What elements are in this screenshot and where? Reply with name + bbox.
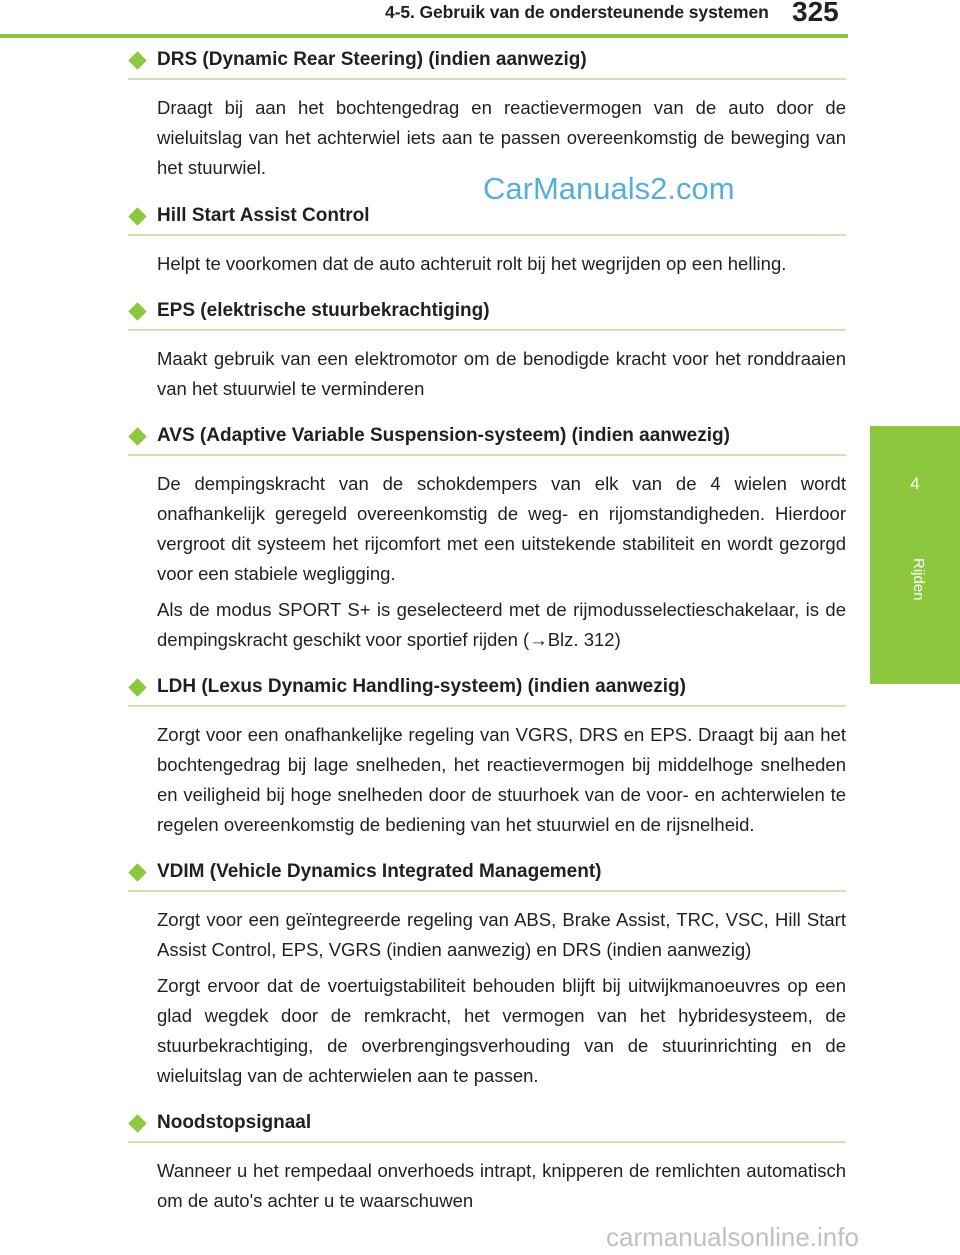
diamond-bullet-icon <box>128 302 146 320</box>
section-avs <box>128 418 846 655</box>
paragraph: De dempingskracht van de schokdempers van elk van de 4 wielen wordt onafhankelijk geregeld overeenkomstig de weg- en rijomstandigheden. Hierdoor vergroot dit systeem het rijcomfort met een uitstekende stabiliteit en wordt gezorgd voor een stabiele wegligging. <box>157 473 846 584</box>
section-eps <box>128 293 846 404</box>
section-drs <box>128 42 846 183</box>
main-content <box>128 42 846 1216</box>
paragraph: Helpt te voorkomen dat de auto achteruit rolt bij het wegrijden op een helling. <box>157 253 787 274</box>
paragraph: Maakt gebruik van een elektromotor om de benodigde kracht voor het ronddraaien van het stuurwiel te verminderen <box>157 348 846 399</box>
diamond-bullet-icon <box>128 207 146 225</box>
section-heading-text: EPS (elektrische stuurbekrachtiging) <box>157 300 490 321</box>
diamond-bullet-icon <box>128 863 146 881</box>
paragraph: Als de modus SPORT S+ is geselecteerd met de rijmodusselectieschakelaar, is de dempingskracht geschikt voor sportief rijden (→Blz. 312) <box>157 599 846 650</box>
diamond-bullet-icon <box>128 427 146 445</box>
section-heading <box>128 42 846 80</box>
section-heading <box>128 1105 846 1143</box>
paragraph: Wanneer u het rempedaal onverhoeds intrapt, knipperen de remlichten automatisch om de auto's achter u te waarschuwen <box>157 1160 846 1211</box>
watermark-top: CarManuals2.com <box>483 171 735 206</box>
header-rule <box>0 34 848 38</box>
paragraph: Zorgt voor een onafhankelijke regeling van VGRS, DRS en EPS. Draagt bij aan het bochtengedrag bij lage snelheden, het reactievermogen bij middelhoge snelheden en veiligheid bij hoge snelheden door de stuurhoek van de voor- en achterwielen te regelen overeenkomstig de bediening van het stuurwiel en de rijsnelheid. <box>157 724 846 835</box>
section-heading-text: Noodstopsignaal <box>157 1112 312 1133</box>
diamond-bullet-icon <box>128 1114 146 1132</box>
section-vdim <box>128 854 846 1091</box>
paragraph: Draagt bij aan het bochtengedrag en reactievermogen van de auto door de wieluitslag van het achterwiel iets aan te passen overeenkomstig de beweging van het stuurwiel. <box>157 97 846 178</box>
header-title: 4-5. Gebruik van de ondersteunende systemen <box>385 2 769 22</box>
diamond-bullet-icon <box>128 678 146 696</box>
section-heading <box>128 854 846 892</box>
watermark-bottom: carmanualsonline.info <box>606 1222 859 1252</box>
section-heading-text: DRS (Dynamic Rear Steering) (indien aanwezig) <box>157 49 587 70</box>
section-heading <box>128 418 846 456</box>
section-hill-start <box>128 198 846 279</box>
page-number: 325 <box>792 0 839 27</box>
chapter-tab <box>870 426 960 684</box>
section-heading <box>128 669 846 707</box>
section-ldh <box>128 669 846 840</box>
section-heading-text: Hill Start Assist Control <box>157 205 370 226</box>
chapter-label: Rijden <box>910 558 927 601</box>
section-noodstop <box>128 1105 846 1216</box>
section-heading <box>128 293 846 331</box>
section-heading-text: AVS (Adaptive Variable Suspension-systeem) (indien aanwezig) <box>157 425 730 446</box>
paragraph: Zorgt ervoor dat de voertuigstabiliteit behouden blijft bij uitwijkmanoeuvres op een glad wegdek door de remkracht, het vermogen van het hybridesysteem, de stuurbekrachtiging, de overbrengingsverhouding van de stuurinrichting en de wieluitslag van de achterwielen aan te passen. <box>157 975 846 1086</box>
section-heading-text: LDH (Lexus Dynamic Handling-systeem) (indien aanwezig) <box>157 676 686 697</box>
chapter-number: 4 <box>910 474 920 493</box>
paragraph: Zorgt voor een geïntegreerde regeling van ABS, Brake Assist, TRC, VSC, Hill Start Assist Control, EPS, VGRS (indien aanwezig) en DRS (indien aanwezig) <box>157 909 846 960</box>
section-heading-text: VDIM (Vehicle Dynamics Integrated Management) <box>157 861 602 882</box>
diamond-bullet-icon <box>128 51 146 69</box>
